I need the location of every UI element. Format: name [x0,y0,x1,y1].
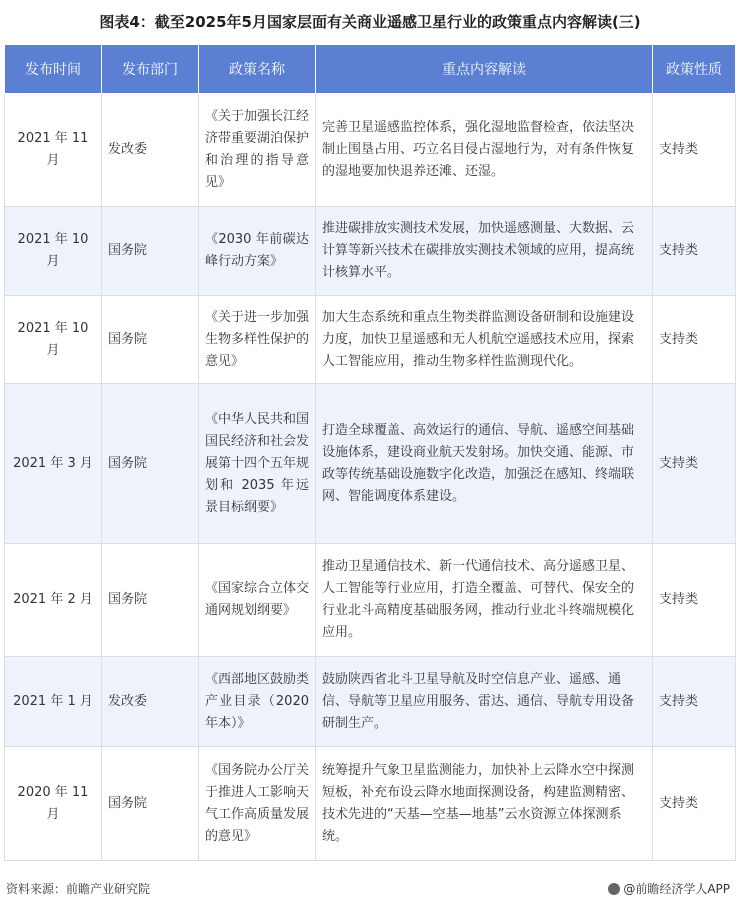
cell-policy-name: 《西部地区鼓励类产业目录（2020 年本）》 [199,657,316,747]
cell-policy-nature: 支持类 [653,747,736,861]
table-row [5,296,736,384]
cell-key-content: 推动卫星通信技术、新一代通信技术、高分遥感卫星、人工智能等行业应用，打造全覆盖、可替代、保安全的行业北斗高精度基础服务网，推动行业北斗终端规模化应用。 [316,544,653,657]
cell-date: 2021 年 3 月 [5,384,102,544]
cell-date: 2021 年 1 月 [5,657,102,747]
cell-policy-name: 《国务院办公厅关于推进人工影响天气工作高质量发展的意见》 [199,747,316,861]
figure-title: 图表4：截至2025年5月国家层面有关商业遥感卫星行业的政策重点内容解读(三) [99,13,641,31]
table-row [5,207,736,296]
table-row [5,544,736,657]
brand-attribution [608,880,730,897]
brand-text: @前瞻经济学人APP [623,882,730,896]
policy-table [4,44,736,861]
cell-date: 2021 年 10 月 [5,207,102,296]
cell-key-content: 加大生态系统和重点生物类群监测设备研制和设施建设力度，加快卫星遥感和无人机航空遥感技术应用，探索人工智能应用，推动生物多样性监测现代化。 [316,296,653,384]
cell-policy-name: 《2030 年前碳达峰行动方案》 [199,207,316,296]
source-note: 资料来源：前瞻产业研究院 [6,882,151,896]
cell-key-content: 鼓励陕西省北斗卫星导航及时空信息产业、遥感、通信、导航等卫星应用服务、雷达、通信、导航专用设备研制生产。 [316,657,653,747]
brand-logo-icon [608,883,620,895]
cell-dept: 发改委 [102,657,199,747]
header-policy-nature: 政策性质 [653,45,736,94]
table-row [5,747,736,861]
cell-policy-name: 《关于进一步加强生物多样性保护的意见》 [199,296,316,384]
cell-dept: 国务院 [102,384,199,544]
cell-policy-nature: 支持类 [653,544,736,657]
table-row [5,384,736,544]
cell-policy-name: 《关于加强长江经济带重要湖泊保护和治理的指导意见》 [199,94,316,207]
cell-date: 2021 年 11 月 [5,94,102,207]
cell-policy-name: 《国家综合立体交通网规划纲要》 [199,544,316,657]
cell-date: 2021 年 2 月 [5,544,102,657]
cell-dept: 发改委 [102,94,199,207]
cell-dept: 国务院 [102,207,199,296]
cell-policy-nature: 支持类 [653,384,736,544]
cell-policy-nature: 支持类 [653,94,736,207]
cell-date: 2021 年 10 月 [5,296,102,384]
table-header-row [5,45,736,94]
header-dept: 发布部门 [102,45,199,94]
cell-dept: 国务院 [102,296,199,384]
header-date: 发布时间 [5,45,102,94]
cell-policy-nature: 支持类 [653,657,736,747]
cell-key-content: 统筹提升气象卫星监测能力，加快补上云降水空中探测短板，补充布设云降水地面探测设备，构建监测精密、技术先进的“天基—空基—地基”云水资源立体探测系统。 [316,747,653,861]
header-key-content: 重点内容解读 [316,45,653,94]
cell-policy-nature: 支持类 [653,207,736,296]
cell-dept: 国务院 [102,747,199,861]
cell-dept: 国务院 [102,544,199,657]
cell-key-content: 打造全球覆盖、高效运行的通信、导航、遥感空间基础设施体系，建设商业航天发射场。加快交通、能源、市政等传统基础设施数字化改造，加强泛在感知、终端联网、智能调度体系建设。 [316,384,653,544]
cell-key-content: 推进碳排放实测技术发展，加快遥感测量、大数据、云计算等新兴技术在碳排放实测技术领域的应用，提高统计核算水平。 [316,207,653,296]
cell-policy-name: 《中华人民共和国国民经济和社会发展第十四个五年规划和 2035 年远景目标纲要》 [199,384,316,544]
cell-key-content: 完善卫星遥感监控体系，强化湿地监督检查，依法坚决制止围垦占用、巧立名目侵占湿地行为，对有条件恢复的湿地要加快退养还滩、还湿。 [316,94,653,207]
table-row [5,657,736,747]
cell-date: 2020 年 11 月 [5,747,102,861]
cell-policy-nature: 支持类 [653,296,736,384]
header-policy-name: 政策名称 [199,45,316,94]
table-row [5,94,736,207]
